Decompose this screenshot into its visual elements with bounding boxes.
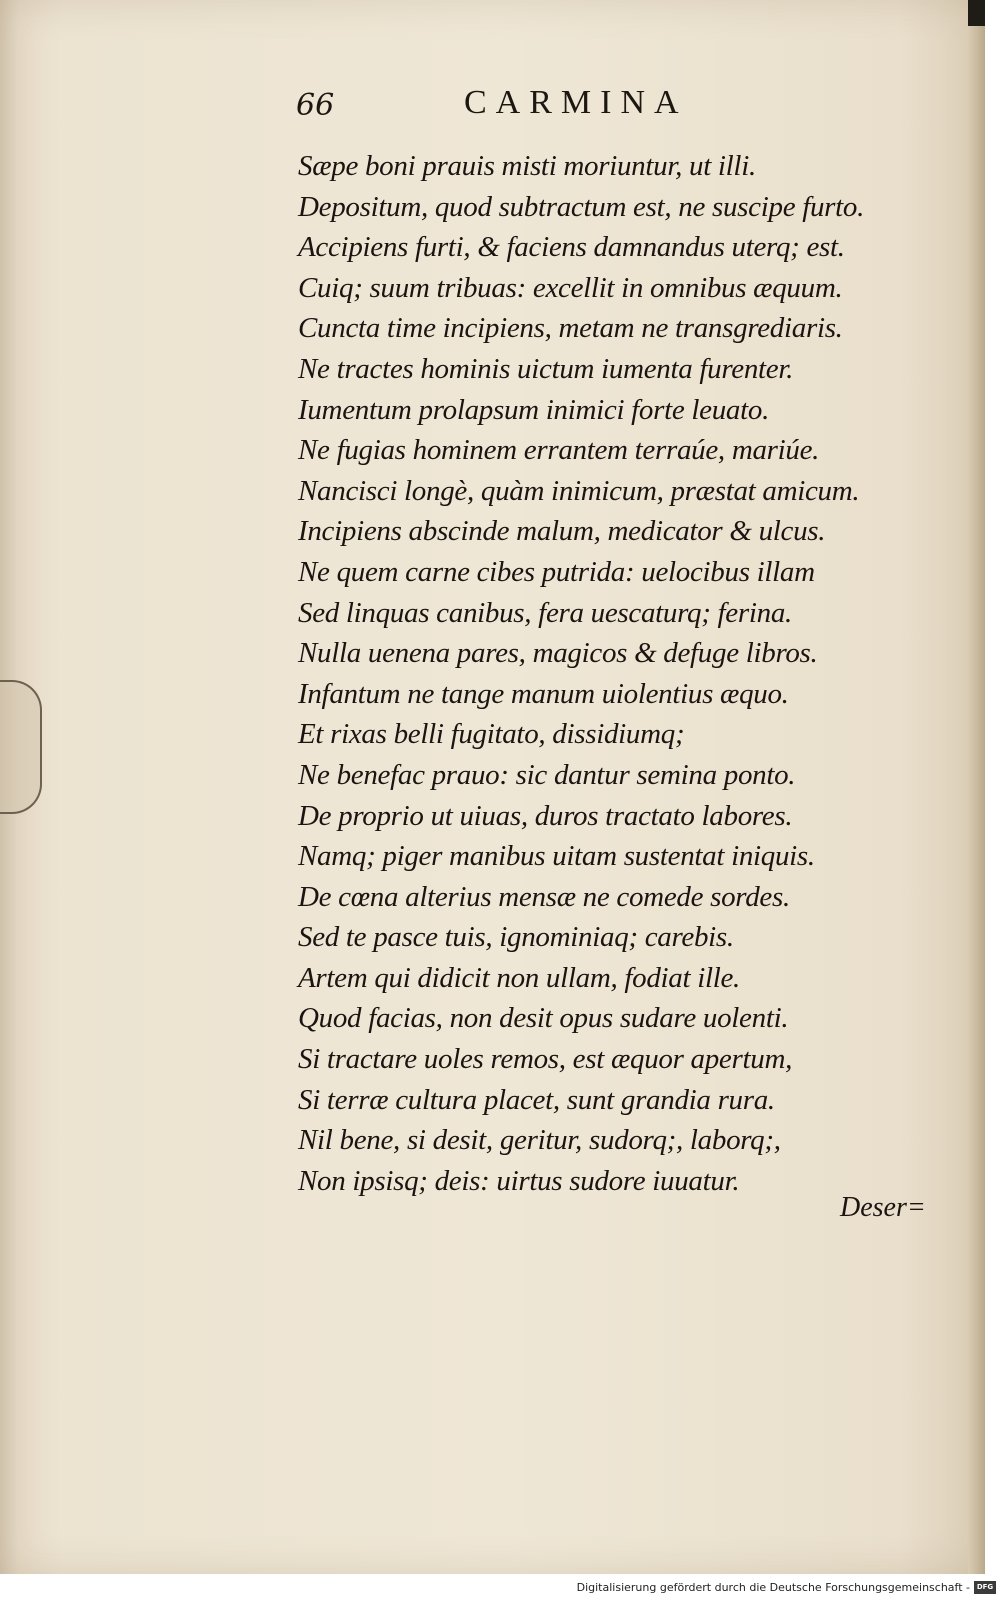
verse-line: Si terræ cultura placet, sunt grandia rura. — [298, 1083, 775, 1116]
page-tab-mark — [0, 680, 42, 814]
verse-line: Ne benefac prauo: sic dantur semina ponto. — [298, 758, 796, 791]
running-head: CARMINA — [464, 84, 688, 121]
funding-credit: Digitalisierung gefördert durch die Deutsche Forschungsgemeinschaft - — [576, 1581, 970, 1594]
page-header — [296, 80, 746, 130]
digitization-footer — [0, 1579, 1000, 1597]
catchword: Deser= — [840, 1192, 926, 1223]
verse-line: Si tractare uoles remos, est æquor apertum, — [298, 1043, 793, 1076]
verse-line: Ne tractes hominis uictum iumenta furenter. — [298, 352, 794, 385]
verse-line: Nil bene, si desit, geritur, sudorq;, laborq;, — [298, 1124, 781, 1157]
verse-line: Cuncta time incipiens, metam ne transgrediaris. — [298, 312, 843, 345]
verse-line: Nancisci longè, quàm inimicum, præstat amicum. — [298, 474, 860, 507]
verse-line: Ne quem carne cibes putrida: uelocibus illam — [298, 555, 815, 588]
verse-line: De proprio ut uiuas, duros tractato labores. — [298, 799, 793, 832]
verse-line: Incipiens abscinde malum, medicator & ulcus. — [298, 515, 826, 548]
verse-line: Depositum, quod subtractum est, ne suscipe furto. — [298, 190, 865, 223]
verse-line: De cœna alterius mensæ ne comede sordes. — [298, 880, 790, 913]
verse-line: Namq; piger manibus uitam sustentat iniquis. — [298, 840, 815, 873]
verse-line: Non ipsisq; deis: uirtus sudore iuuatur. — [298, 1164, 740, 1197]
verse-line: Cuiq; suum tribuas: excellit in omnibus æquum. — [298, 271, 843, 304]
verse-list — [298, 146, 908, 1201]
verse-line: Sed te pasce tuis, ignominiaq; carebis. — [298, 921, 734, 954]
verse-line: Nulla uenena pares, magicos & defuge libros. — [298, 637, 818, 670]
verse-line: Accipiens furti, & faciens damnandus uterq; est. — [298, 231, 845, 264]
page-edge — [968, 0, 985, 1574]
page-number: 66 — [296, 88, 335, 123]
dfg-logo-icon: DFG — [974, 1581, 996, 1594]
verse-line: Artem qui didicit non ullam, fodiat ille. — [298, 961, 741, 994]
verse-line: Quod facias, non desit opus sudare uolenti. — [298, 1002, 789, 1035]
verse-line: Ne fugias hominem errantem terraúe, mariúe. — [298, 434, 820, 467]
verse-line: Et rixas belli fugitato, dissidiumq; — [298, 718, 685, 751]
verse-line: Iumentum prolapsum inimici forte leuato. — [298, 393, 770, 426]
verse-line: Sæpe boni prauis misti moriuntur, ut illi. — [298, 150, 756, 182]
verse-line: Sed linquas canibus, fera uescaturq; ferina. — [298, 596, 792, 629]
scan-corner — [968, 0, 985, 26]
verse-line: Infantum ne tange manum uiolentius æquo. — [298, 677, 789, 710]
